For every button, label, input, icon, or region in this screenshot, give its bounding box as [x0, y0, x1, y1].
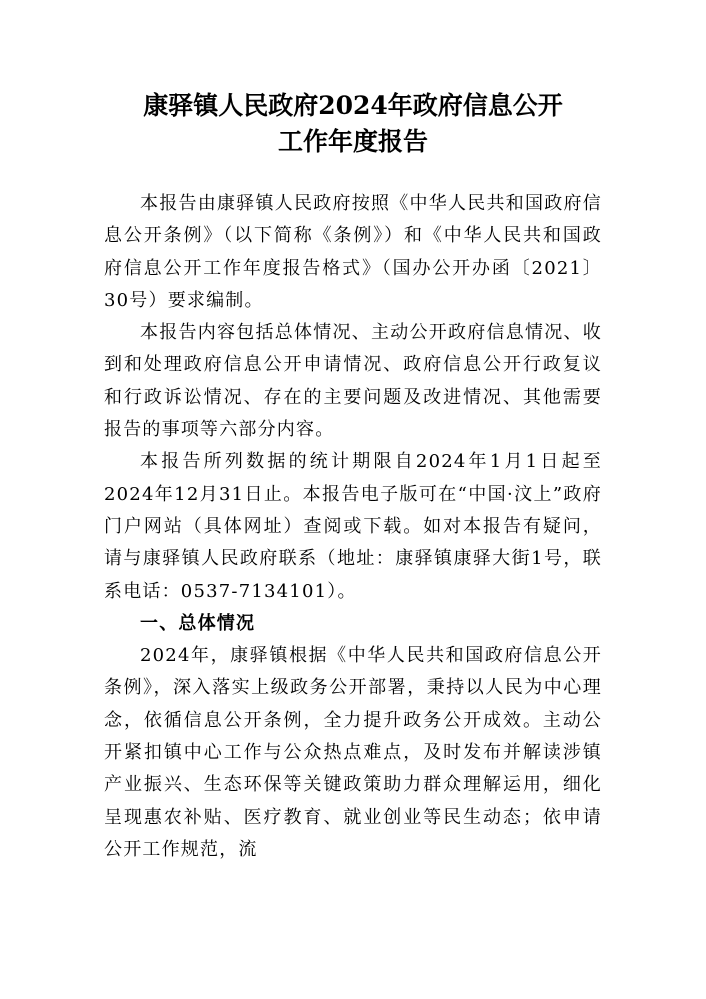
title-line-1: 康驿镇人民政府2024年政府信息公开: [143, 91, 563, 120]
intro-paragraph-contents: 本报告内容包括总体情况、主动公开政府信息情况、收到和处理政府信息公开申请情况、政府信息公开行政复议和行政诉讼情况、存在的主要问题及改进情况、其他需要报告的事项等六部分内容。: [104, 322, 602, 441]
document-title: [104, 0, 602, 160]
document-body: [104, 188, 602, 866]
intro-paragraph-statistics: 本报告所列数据的统计期限自2024年1月1日起至2024年12月31日止。本报告电子版可在“中国·汶上”政府门户网站（具体网址）查阅或下载。如对本报告有疑问，请与康驿镇人民政府联系（地址：康驿镇康驿大街1号，联系电话：0537-7134101）。: [104, 451, 602, 602]
intro-paragraph-compilation: 本报告由康驿镇人民政府按照《中华人民共和国政府信息公开条例》（以下简称《条例》）和《中华人民共和国政府信息公开工作年度报告格式》（国办公开办函〔2021〕30号）要求编制。: [104, 193, 602, 311]
title-line-2: 工作年度报告: [277, 127, 428, 156]
section-overview-paragraph: 2024年，康驿镇根据《中华人民共和国政府信息公开条例》，深入落实上级政务公开部署，秉持以人民为中心理念，依循信息公开条例，全力提升政务公开成效。主动公开紧扣镇中心工作与公众热点难点，及时发布并解读涉镇产业振兴、生态环保等关键政策助力群众理解运用，细化呈现惠农补贴、医疗教育、就业创业等民生动态；依申请公开工作规范，流: [104, 645, 602, 860]
section-heading-overview: 一、总体情况: [140, 612, 256, 634]
